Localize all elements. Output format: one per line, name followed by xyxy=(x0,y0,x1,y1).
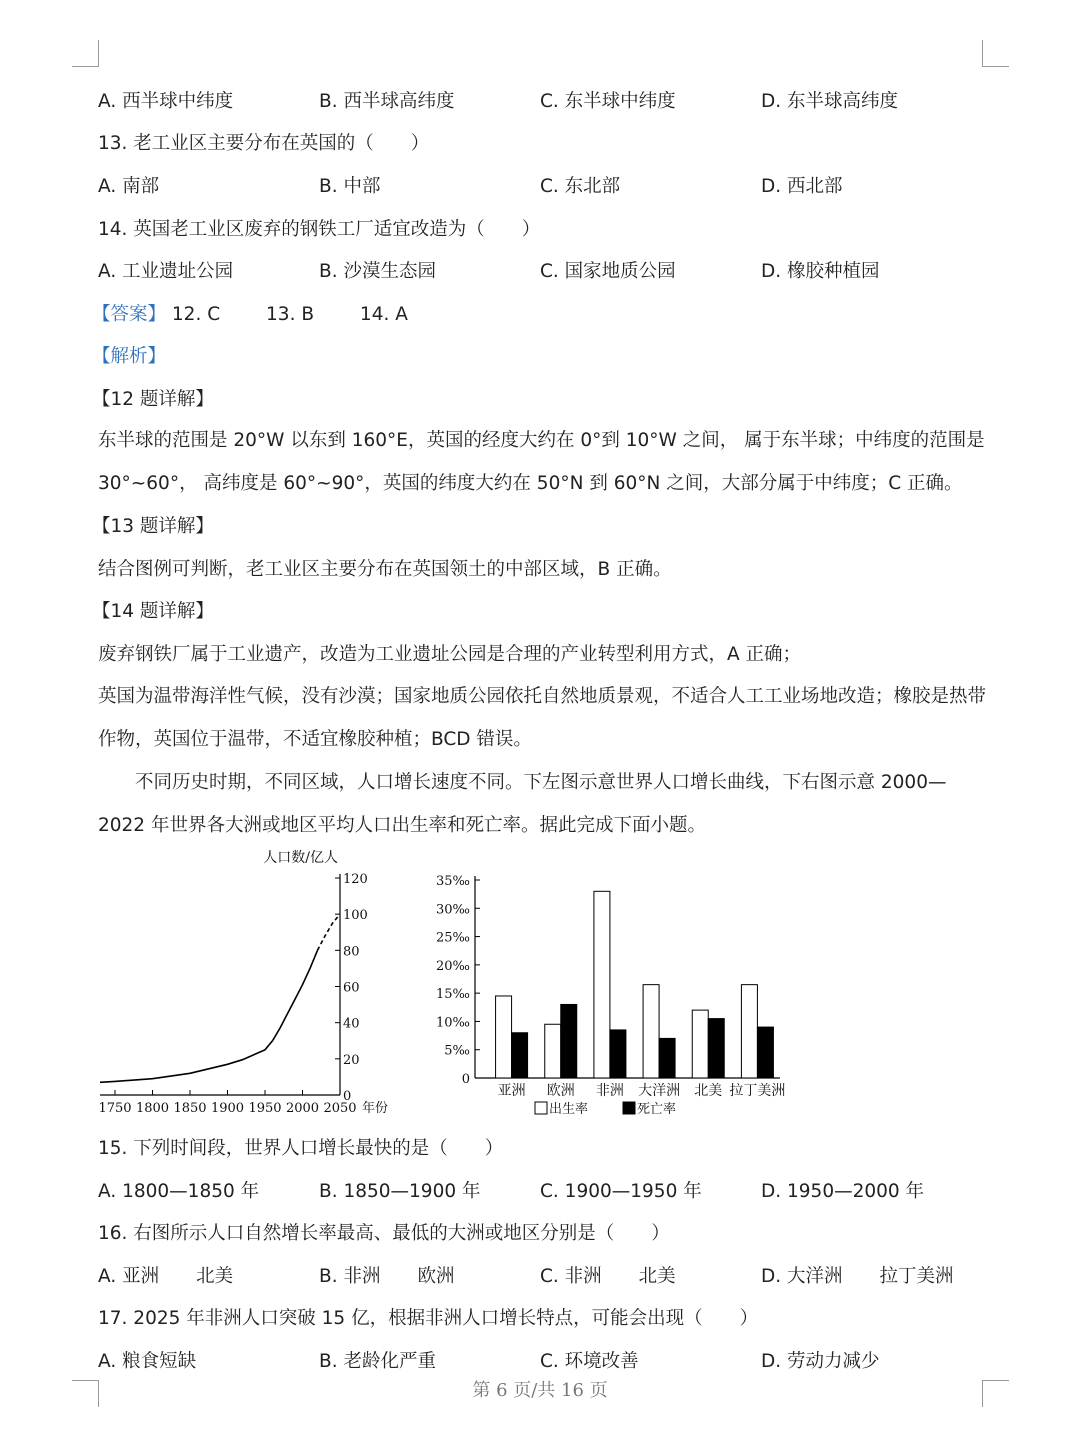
q16-option-c: C. 非洲 北美 xyxy=(540,1266,676,1287)
q14-options xyxy=(98,260,988,286)
q17-option-b: B. 老龄化严重 xyxy=(319,1351,436,1372)
q12-option-d: D. 东半球高纬度 xyxy=(761,91,899,112)
death-rate-bar xyxy=(512,1033,528,1078)
q17-option-a: A. 粮食短缺 xyxy=(98,1351,197,1372)
x-tick-label: 1850 xyxy=(173,1101,207,1116)
y-tick-label: 120 xyxy=(343,872,368,887)
x-tick-label: 1900 xyxy=(210,1101,245,1116)
q12-option-c: C. 东半球中纬度 xyxy=(540,91,676,112)
q14-option-c: C. 国家地质公园 xyxy=(540,261,676,282)
q14-option-d: D. 橡胶种植园 xyxy=(761,261,880,282)
q12-option-b: B. 西半球高纬度 xyxy=(319,91,455,112)
detail14-text1: 废弃钢铁厂属于工业遗产，改造为工业遗址公园是合理的产业转型利用方式，A 正确； xyxy=(98,644,802,665)
legend-swatch-death xyxy=(623,1102,635,1114)
q13-stem: 13. 老工业区主要分布在英国的（ ） xyxy=(98,133,430,154)
bar-chart-plot xyxy=(436,874,785,1117)
y-tick-label: 5‰ xyxy=(444,1043,470,1059)
analysis-label: 【解析】 xyxy=(92,346,167,367)
population-line xyxy=(100,950,318,1082)
y-tick-label: 100 xyxy=(343,908,368,924)
q17-stem: 17. 2025 年非洲人口突破 15 亿，根据非洲人口增长特点，可能会出现（ ） xyxy=(98,1308,759,1329)
y-tick-label: 35‰ xyxy=(436,874,470,889)
q15-options xyxy=(98,1180,988,1206)
y-tick-label: 0 xyxy=(461,1072,470,1087)
birth-rate-bar xyxy=(692,1010,708,1078)
q13-option-b: B. 中部 xyxy=(319,176,381,197)
y-tick-label: 15‰ xyxy=(436,987,470,1003)
q13-option-a: A. 南部 xyxy=(98,176,160,197)
death-rate-bar xyxy=(659,1038,675,1078)
q16-options xyxy=(98,1265,988,1291)
q15-option-a: A. 1800—1850 年 xyxy=(98,1181,260,1202)
q16-option-b: B. 非洲 欧洲 xyxy=(319,1266,455,1287)
birth-rate-bar xyxy=(496,996,512,1078)
birth-rate-bar xyxy=(741,985,757,1078)
y-tick-label: 30‰ xyxy=(436,902,470,918)
q17-options xyxy=(98,1350,988,1376)
crop-mark-top-right xyxy=(982,40,1009,67)
q12-option-a: A. 西半球中纬度 xyxy=(98,91,234,112)
category-label: 亚洲 xyxy=(497,1083,526,1099)
birth-rate-bar xyxy=(643,985,659,1078)
crop-mark-top-left xyxy=(72,40,99,67)
answer-14: 14. A xyxy=(359,304,408,325)
x-tick-label: 1750 xyxy=(98,1101,132,1116)
death-rate-bar xyxy=(561,1004,577,1078)
y-tick-label: 40 xyxy=(343,1016,360,1032)
x-axis-title: 年份 xyxy=(362,1101,389,1116)
y-tick-label: 20 xyxy=(343,1052,360,1068)
x-tick-label: 2000 xyxy=(285,1101,320,1116)
q12-options xyxy=(98,90,988,116)
category-label: 北美 xyxy=(694,1083,723,1099)
line-chart-plot xyxy=(98,849,388,1116)
death-rate-bar xyxy=(757,1027,773,1078)
q17-option-c: C. 环境改善 xyxy=(540,1351,639,1372)
population-line-chart xyxy=(90,840,410,1130)
intro-paragraph: 不同历史时期，不同区域，人口增长速度不同。下左图示意世界人口增长曲线，下右图示意 2000—2022 年世界各大洲或地区平均人口出生率和死亡率。据此完成下面小题。 xyxy=(98,772,947,836)
q15-option-c: C. 1900—1950 年 xyxy=(540,1181,702,1202)
legend-swatch-birth xyxy=(535,1102,547,1114)
y-tick-label: 10‰ xyxy=(436,1015,470,1031)
detail13-text: 结合图例可判断，老工业区主要分布在英国领土的中部区域，B 正确。 xyxy=(98,559,672,580)
q14-option-a: A. 工业遗址公园 xyxy=(98,261,234,282)
y-axis-title: 人口数/亿人 xyxy=(263,850,338,866)
answer-12: 12. C xyxy=(171,304,221,325)
detail13-heading: 【13 题详解】 xyxy=(92,516,214,537)
answer-13: 13. B xyxy=(266,304,315,325)
q16-stem: 16. 右图所示人口自然增长率最高、最低的大洲或地区分别是（ ） xyxy=(98,1223,670,1244)
y-tick-label: 0 xyxy=(343,1089,352,1104)
q16-option-d: D. 大洋洲 拉丁美洲 xyxy=(761,1266,954,1287)
category-label: 拉丁美洲 xyxy=(729,1083,786,1099)
detail12-text: 东半球的范围是 20°W 以东到 160°E，英国的经度大约在 0°到 10°W 之间， 属于东半球；中纬度的范围是 30°~60°， 高纬度是 60°~90°，英国的纬度大约在 50°N 到 60°N 之间，大部分属于中纬度；C 正确。 xyxy=(98,430,985,494)
q14-option-b: B. 沙漠生态园 xyxy=(319,261,436,282)
x-tick-label: 2050 xyxy=(323,1101,357,1116)
birth-rate-bar xyxy=(594,891,610,1078)
q15-stem: 15. 下列时间段，世界人口增长最快的是（ ） xyxy=(98,1138,504,1159)
birth-death-bar-chart xyxy=(420,860,800,1130)
y-tick-label: 60 xyxy=(343,980,360,996)
answer-label: 【答案】 xyxy=(92,304,167,325)
category-label: 大洋洲 xyxy=(638,1083,681,1099)
x-tick-label: 1950 xyxy=(248,1101,282,1116)
q13-options xyxy=(98,175,988,201)
y-tick-label: 20‰ xyxy=(436,958,470,974)
y-tick-label: 25‰ xyxy=(436,930,470,946)
q13-option-c: C. 东北部 xyxy=(540,176,621,197)
category-label: 非洲 xyxy=(595,1083,624,1099)
projection-dashed-line xyxy=(318,914,341,950)
q14-stem: 14. 英国老工业区废弃的钢铁工厂适宜改造为（ ） xyxy=(98,219,541,240)
birth-rate-bar xyxy=(545,1024,561,1078)
q17-option-d: D. 劳动力减少 xyxy=(761,1351,880,1372)
answer-line xyxy=(92,303,448,327)
detail12-heading: 【12 题详解】 xyxy=(92,389,214,410)
detail14-text2: 英国为温带海洋性气候，没有沙漠；国家地质公园依托自然地质景观，不适合人工工业场地改造；橡胶是热带作物，英国位于温带，不适宜橡胶种植；BCD 错误。 xyxy=(98,686,987,750)
page-footer: 第 6 页/共 16 页 xyxy=(472,1380,608,1401)
q15-option-b: B. 1850—1900 年 xyxy=(319,1181,481,1202)
y-tick-label: 80 xyxy=(343,944,360,960)
q16-option-a: A. 亚洲 北美 xyxy=(98,1266,234,1287)
q15-option-d: D. 1950—2000 年 xyxy=(761,1181,925,1202)
category-label: 欧洲 xyxy=(546,1083,575,1099)
death-rate-bar xyxy=(708,1019,724,1078)
death-rate-bar xyxy=(610,1030,626,1078)
x-tick-label: 1800 xyxy=(135,1101,170,1116)
detail14-heading: 【14 题详解】 xyxy=(92,601,214,622)
legend-label-birth: 出生率 xyxy=(549,1102,589,1117)
legend-label-death: 死亡率 xyxy=(637,1102,677,1117)
q13-option-d: D. 西北部 xyxy=(761,176,843,197)
